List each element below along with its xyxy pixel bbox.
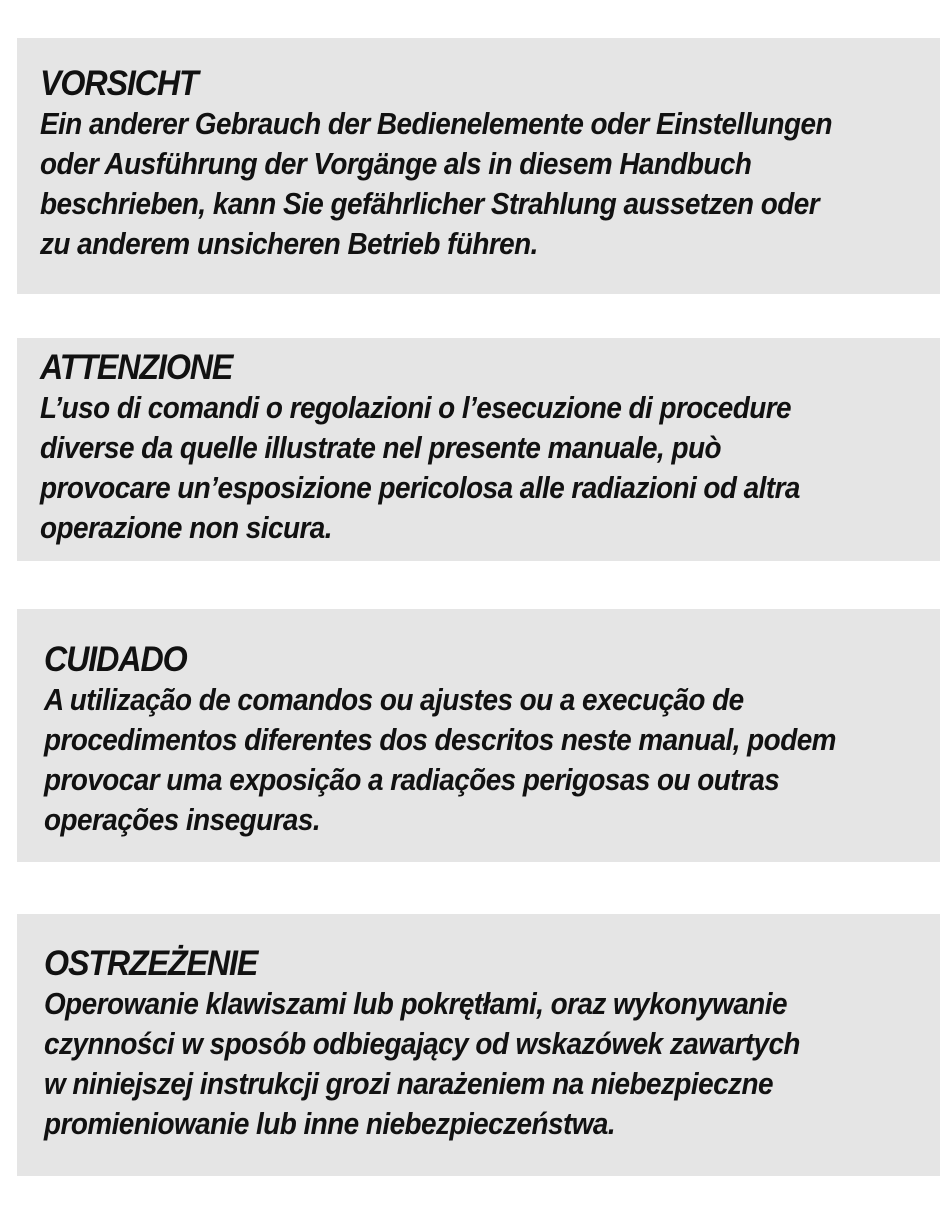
warning-line: A utilização de comandos ou ajustes ou a execução de [44,682,744,717]
warning-line: diverse da quelle illustrate nel presente manuale, può [40,430,721,465]
warning-line: beschrieben, kann Sie gefährlicher Strahlung aussetzen oder [40,186,820,221]
warning-title: VORSICHT [40,64,198,103]
warning-line: Operowanie klawiszami lub pokrętłami, oraz wykonywanie [44,986,787,1021]
warning-line: oder Ausführung der Vorgänge als in diesem Handbuch [40,146,752,181]
warning-title: CUIDADO [44,640,187,679]
warning-line: czynności w sposób odbiegający od wskazówek zawartych [44,1026,800,1061]
warning-box-portuguese [17,609,940,862]
warning-body [44,680,935,840]
warning-line: provocare un’esposizione pericolosa alle radiazioni od altra [40,470,800,505]
warning-line: operações inseguras. [44,802,321,837]
warning-line: w niniejszej instrukcji grozi narażeniem na niebezpieczne [44,1066,773,1101]
warning-box-german [17,38,940,294]
warning-title: ATTENZIONE [40,348,233,387]
warning-line: promieniowanie lub inne niebezpieczeństwa. [44,1106,616,1141]
warning-line: zu anderem unsicheren Betrieb führen. [40,226,538,261]
warning-body [40,388,931,548]
warning-line: operazione non sicura. [40,510,332,545]
warning-box-italian [17,338,940,561]
warning-box-polish [17,914,940,1176]
warning-body [40,104,931,264]
warning-line: L’uso di comandi o regolazioni o l’esecuzione di procedure [40,390,792,425]
warning-line: provocar uma exposição a radiações perigosas ou outras [44,762,780,797]
warning-body [44,984,935,1144]
warning-line: Ein anderer Gebrauch der Bedienelemente oder Einstellungen [40,106,832,141]
warning-line: procedimentos diferentes dos descritos neste manual, podem [44,722,836,757]
warning-title: OSTRZEŻENIE [44,944,258,983]
